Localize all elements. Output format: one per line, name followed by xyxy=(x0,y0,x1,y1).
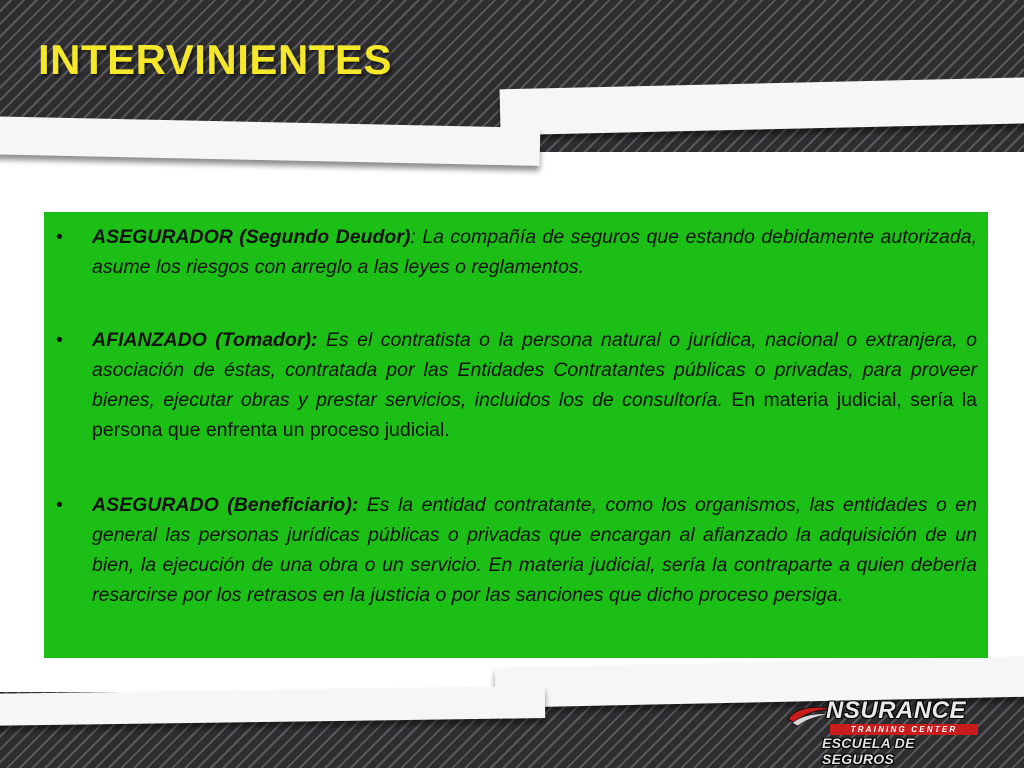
description-afianzado-judicial: En materia judicial, sería la persona que enfrenta un proceso judicial. xyxy=(92,389,978,441)
bullet-icon: • xyxy=(56,494,63,516)
description-asegurado: Es la entidad contratante, como los organismos, las entidades o en general las personas jurídicas públicas o privadas que encargan al afianzado la adquisición de un bien, la ejecución de una obra o un servicio. En materia judicial, sería la contraparte a quien debería resarcirse por los retrasos en la justicia o por las sanciones que dicho proceso persiga. xyxy=(92,494,977,606)
logo-school: ESCUELA DE SEGUROS xyxy=(822,735,915,767)
paper-strip-top-right xyxy=(500,77,1024,136)
bullet-icon: • xyxy=(56,329,63,351)
term-asegurador: ASEGURADOR (Segundo Deudor) xyxy=(92,226,411,248)
bullet-item-asegurado xyxy=(56,490,977,610)
insurance-logo xyxy=(786,697,982,767)
description-asegurador: : La compañía de seguros que estando debidamente autorizada, asume los riesgos con arreglo a las leyes o reglamentos. xyxy=(92,226,978,278)
paper-strip-bottom-left xyxy=(0,686,545,726)
term-asegurado: ASEGURADO (Beneficiario): xyxy=(92,494,359,516)
bullet-item-asegurador xyxy=(56,222,978,282)
logo-subtitle: TRAINING CENTER xyxy=(830,724,978,735)
bullet-item-afianzado xyxy=(56,325,978,445)
bullet-icon: • xyxy=(56,226,63,248)
slide-title: INTERVINIENTES xyxy=(38,36,392,83)
content-box xyxy=(44,212,988,658)
logo-wordmark: NSURANCE xyxy=(826,697,967,724)
description-afianzado: Es el contratista o la persona natural o jurídica, nacional o extranjera, o asociación de éstas, contratada por las Entidades Contratantes públicas o privadas, para proveer bienes, ejecutar obras y prestar servicios, incluidos los de consultoría. xyxy=(92,329,977,411)
term-afianzado: AFIANZADO (Tomador): xyxy=(92,329,318,351)
